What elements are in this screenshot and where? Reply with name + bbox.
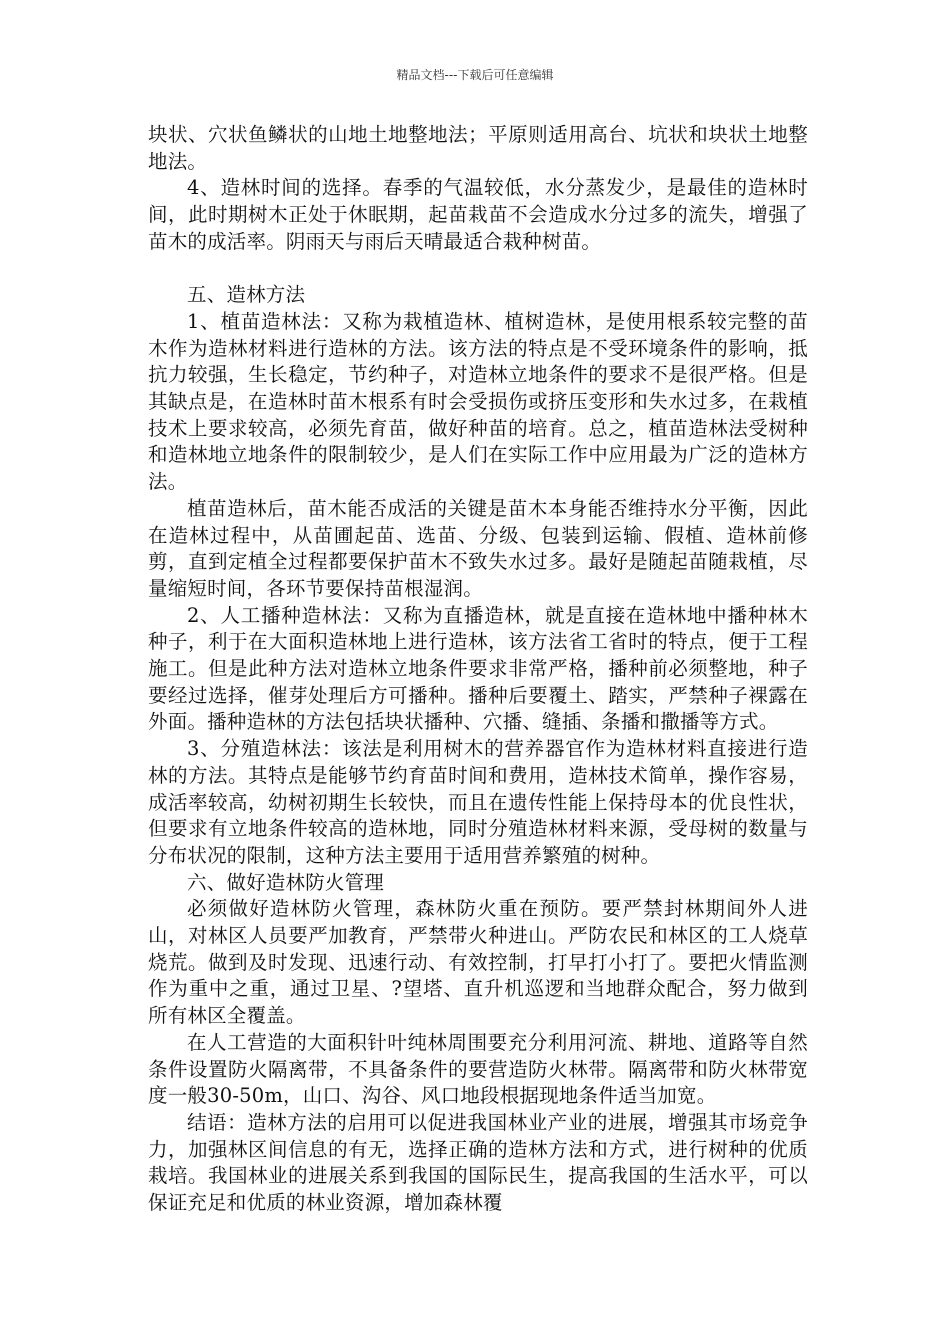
document-body (148, 122, 808, 1217)
paragraph-seedling-method: 1、植苗造林法：又称为栽植造林、植树造林，是使用根系较完整的苗木作为造林材料进行造林的方法。该方法的特点是不受环境条件的影响，抵抗力较强，生长稳定，节约种子，对造林立地条件的要求不是很严格。但是其缺点是，在造林时苗木根系有时会受损伤或挤压变形和失水过多，在栽植技术上要求较高，必须先育苗，做好种苗的培育。总之，植苗造林法受树种和造林地立地条件的限制较少，是人们在实际工作中应用最为广泛的造林方法。 (148, 309, 808, 494)
paragraph-direct-seeding: 2、人工播种造林法：又称为直播造林，就是直接在造林地中播种林木种子，利于在大面积造林地上进行造林，该方法省工省时的特点，便于工程施工。但是此种方法对造林立地条件要求非常严格，播种前必须整地，种子要经过选择，催芽处理后方可播种。播种后要覆土、踏实，严禁种子裸露在外面。播种造林的方法包括块状播种、穴播、缝插、条播和撒播等方式。 (148, 603, 808, 734)
section-heading-methods: 五、造林方法 (187, 283, 306, 307)
paragraph-land-prep-continued: 块状、穴状鱼鳞状的山地土地整地法；平原则适用高台、坑状和块状土地整地法。 (148, 123, 808, 173)
paragraph-vegetative-propagation: 3、分殖造林法：该法是利用树木的营养器官作为造林材料直接进行造林的方法。其特点是能够节约育苗时间和费用，造林技术简单，操作容易，成活率较高，幼树初期生长较快，而且在遗传性能上保持母本的优良性状，但要求有立地条件较高的造林地，同时分殖造林材料来源，受母树的数量与分布状况的限制，这种方法主要用于适用营养繁殖的树种。 (148, 737, 808, 867)
paragraph-conclusion: 结语：造林方法的启用可以促进我国林业产业的进展，增强其市场竞争力，加强林区间信息的有无，选择正确的造林方法和方式，进行树种的优质栽培。我国林业的进展关系到我国的国际民生，提高我国的生活水平，可以保证充足和优质的林业资源，增加森林覆 (148, 1111, 808, 1215)
paragraph-gap (148, 256, 808, 283)
section-heading-fire-prevention: 六、做好造林防火管理 (187, 870, 385, 894)
paragraph-fire-management: 必须做好造林防火管理，森林防火重在预防。要严禁封林期间外人进山，对林区人员要严加教育，严禁带火种进山。严防农民和林区的工人烧草烧荒。做到及时发现、迅速行动、有效控制，打早打小打了。要把火情监测作为重中之重，通过卫星、?望塔、直升机巡逻和当地群众配合，努力做到所有林区全覆盖。 (148, 897, 808, 1028)
paragraph-firebreaks: 在人工营造的大面积针叶纯林周围要充分利用河流、耕地、道路等自然条件设置防火隔离带，不具备条件的要营造防火林带。隔离带和防火林带宽度一般30-50m，山口、沟谷、风口地段根据现地条件适当加宽。 (148, 1030, 808, 1108)
paragraph-seedling-care: 植苗造林后，苗木能否成活的关键是苗木本身能否维持水分平衡，因此在造林过程中，从苗圃起苗、选苗、分级、包装到运输、假植、造林前修剪，直到定植全过程都要保护苗木不致失水过多。最好是随起苗随栽植，尽量缩短时间，各环节要保持苗根湿润。 (148, 496, 808, 600)
page-header: 精品文档---下载后可任意编辑 (396, 68, 554, 82)
paragraph-planting-time: 4、造林时间的选择。春季的气温较低，水分蒸发少，是最佳的造林时间，此时期树木正处于休眠期，起苗栽苗不会造成水分过多的流失，增强了苗木的成活率。阴雨天与雨后天晴最适合栽种树苗。 (148, 176, 808, 253)
